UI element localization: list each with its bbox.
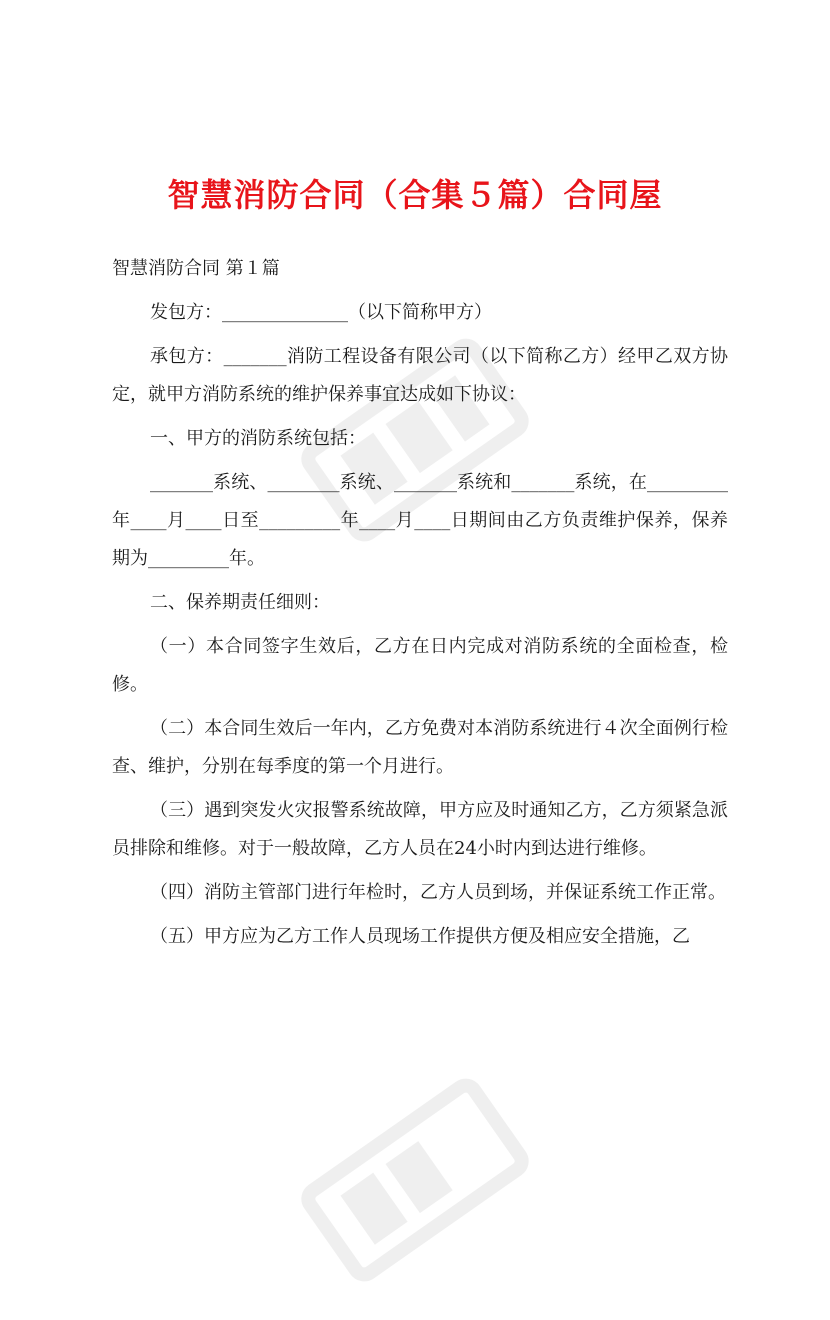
watermark-seal-icon bbox=[275, 1040, 555, 1320]
paragraph-clause-2-heading: 二、保养期责任细则： bbox=[150, 592, 330, 613]
paragraph-party-b: 承包方：_______消防工程设备有限公司（以下简称乙方）经甲乙双方协定，就甲方消防系统的维护保养事宜达成如下协议： bbox=[112, 346, 728, 405]
paragraph-item-5: （五）甲方应为乙方工作人员现场工作提供方便及相应安全措施，乙 bbox=[150, 926, 690, 947]
paragraph-item-2: （二）本合同生效后一年内，乙方免费对本消防系统进行４次全面例行检查、维护，分别在每季度的第一个月进行。 bbox=[112, 718, 728, 777]
paragraph-party-a: 发包方：______________（以下简称甲方） bbox=[150, 302, 492, 323]
paragraph-item-4: （四）消防主管部门进行年检时，乙方人员到场，并保证系统工作正常。 bbox=[150, 882, 726, 903]
section-heading: 智慧消防合同 第１篇 bbox=[112, 258, 280, 279]
paragraph-item-1: （一）本合同签字生效后，乙方在日内完成对消防系统的全面检查，检修。 bbox=[112, 636, 728, 695]
paragraph-item-3: （三）遇到突发火灾报警系统故障，甲方应及时通知乙方，乙方须紧急派员排除和维修。对于一般故障，乙方人员在24小时内到达进行维修。 bbox=[112, 800, 728, 859]
paragraph-systems: _______系统、________系统、_______系统和_______系统，在_________年____月____日至_________年____月____日期间由乙方负责维护保养，保养期为_________年。 bbox=[112, 472, 728, 569]
paragraph-clause-1-heading: 一、甲方的消防系统包括： bbox=[150, 428, 366, 449]
document-body bbox=[112, 250, 728, 956]
document-title: 智慧消防合同（合集５篇）合同屋 bbox=[167, 176, 663, 214]
